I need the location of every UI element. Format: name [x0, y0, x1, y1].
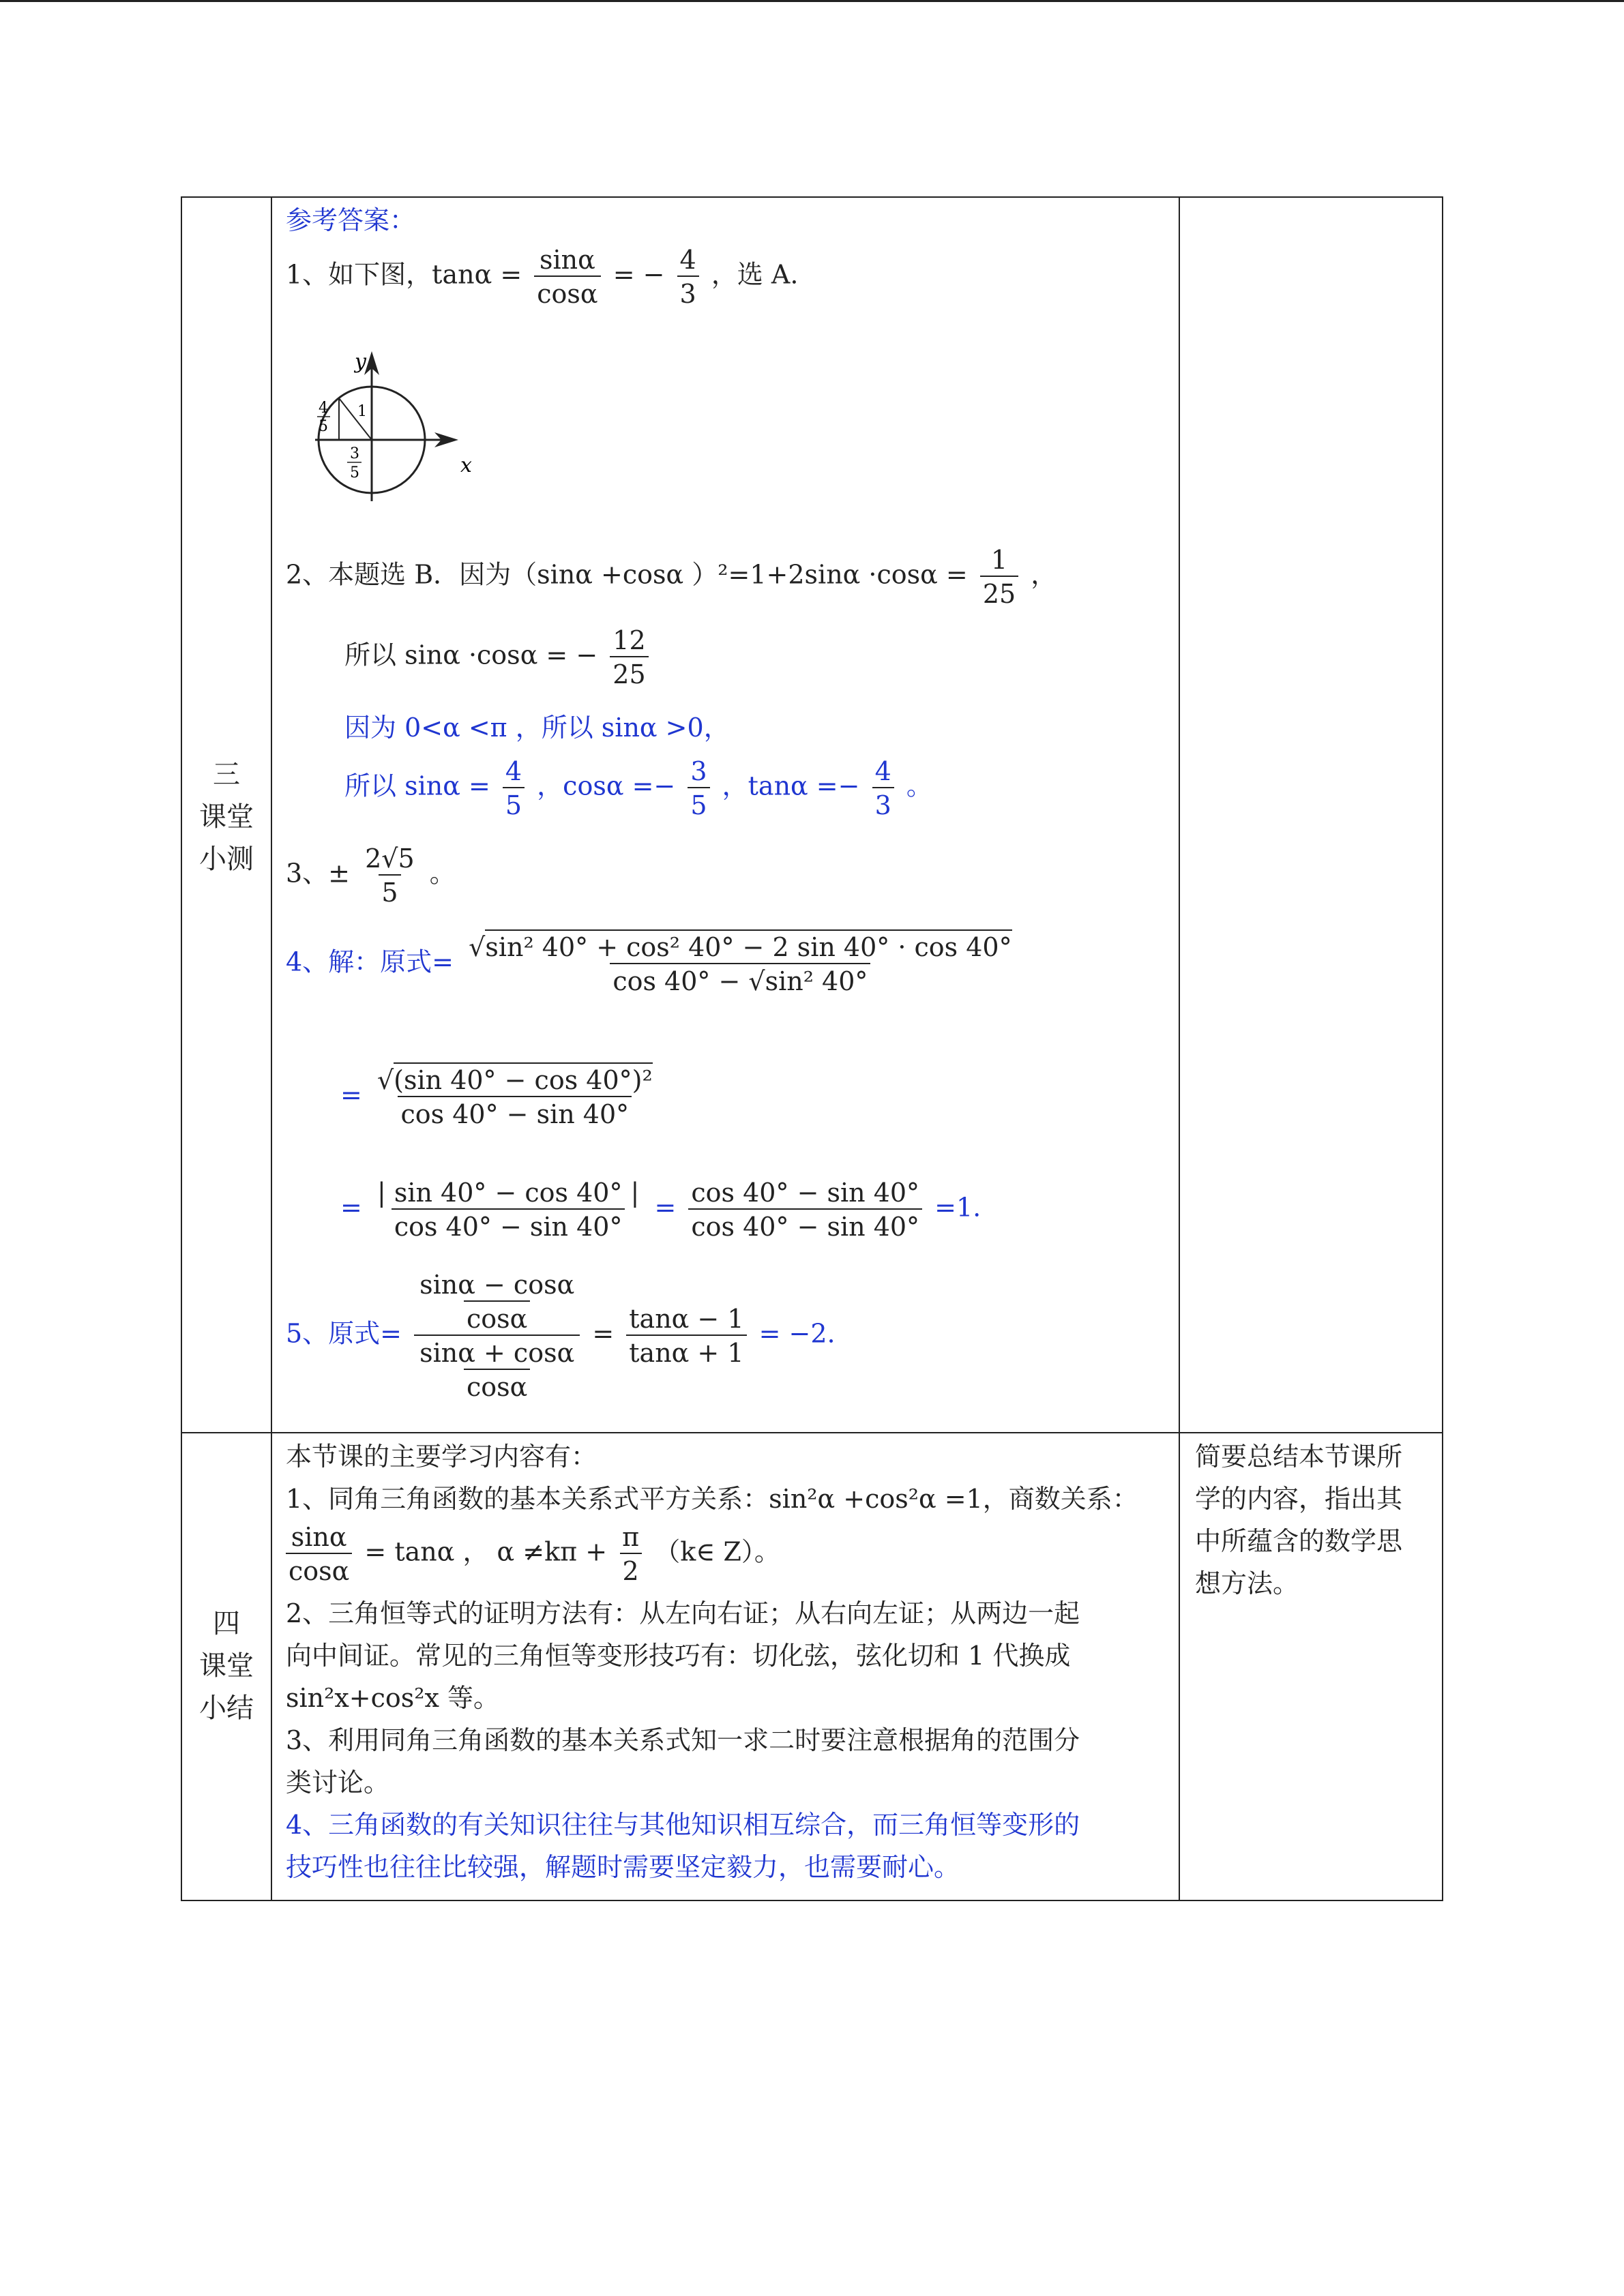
answer-1-fraction: $\frac{\sin\alpha}{\cos\alpha}$ — [534, 247, 600, 307]
answer-3: 3、± $\frac{2√5}{5}$ 。 — [286, 844, 456, 908]
column-divider-left — [271, 198, 272, 1900]
page-top-border — [0, 0, 1624, 2]
answer-4-line-3: = $\frac{| \sin 40^\circ - \cos 40^\circ |}{\cos 40^\circ - \sin 40^\circ}$ = $\frac{\cos 40^\circ - \sin 40^\circ}{\cos 40^\circ - \sin 40^\circ}$ =1. — [340, 1178, 981, 1242]
answer-1-value: $\frac{4}{3}$ — [677, 247, 699, 307]
svg-text:4: 4 — [319, 400, 328, 417]
section-4-label: 四 课堂 小结 — [199, 1608, 254, 1724]
y-axis-label: y — [355, 350, 366, 374]
answers-heading: 参考答案： — [286, 205, 416, 235]
svg-text:3: 3 — [350, 445, 359, 462]
svg-text:5: 5 — [350, 464, 359, 481]
answer-2-line-4: 所以 sinα = $\frac{4}{5}$ ，cosα =− $\frac{3}{5}$ ，tanα =− $\frac{4}{3}$ 。 — [344, 756, 932, 820]
section-3-label: 三 课堂 小测 — [199, 759, 254, 875]
answer-1: 1、如下图，tanα = $\frac{\sin\alpha}{\cos\alpha}$ = − $\frac{4}{3}$ ，选 A. — [286, 245, 799, 309]
answer-4-line-2: = $\frac{\text{√(sin 40° − cos 40°)²}}{\cos 40^\circ - \sin 40^\circ}$ — [340, 1067, 660, 1127]
summary-point-2: 2、三角恒等式的证明方法有：从左向右证；从右向左证；从两边一起 — [286, 1598, 1080, 1628]
summary-point-1: 1、同角三角函数的基本关系式平方关系：sin²α +cos²α =1，商数关系： — [286, 1484, 1138, 1514]
summary-note: 简要总结本节课所 学的内容，指出其 中所蕴含的数学思 想方法。 — [1195, 1442, 1403, 1598]
summary-point-3: 3、利用同角三角函数的基本关系式知一求二时要注意根据角的范围分 — [286, 1725, 1080, 1755]
lesson-table — [181, 196, 1443, 1901]
answer-2-line-2: 所以 sinα ·cosα = − $\frac{12}{25}$ — [344, 627, 653, 687]
svg-text:1: 1 — [357, 403, 367, 420]
answer-2-line-3: 因为 0<α <π ，所以 sinα >0， — [344, 713, 730, 743]
row-divider — [182, 1432, 1442, 1433]
summary-content: 本节课的主要学习内容有： 1、同角三角函数的基本关系式平方关系：sin²α +cos²α =1，商数关系： $\frac{\sin\alpha}{\cos\alpha}$ = tanα ， α ≠kπ + $\frac{\pi}{2}$ （k∈ Z）。 2、三角恒等式的证明方法有：从左向右证；从右向左证；从两边一起 向中间证。常见的三角恒等变形技巧有：切化弦，弦化切和 1 代换成 sin²x+cos²x 等。 3、利用同角三角函数的基本关系式知一求二时要注意根据角的范围分 类讨论。 4、三角函数的有关知识往往与其他知识相互综合，而三角恒等变形的 技巧性也往往比较强，解题时需要坚定毅力，也需要耐心。 — [286, 1435, 1172, 1888]
column-divider-right — [1179, 198, 1180, 1900]
summary-point-1-formula: $\frac{\sin\alpha}{\cos\alpha}$ = tanα ， α ≠kπ + $\frac{\pi}{2}$ （k∈ Z）。 — [286, 1520, 1172, 1592]
answer-2-line-1: 2、本题选 B．因为（sinα +cosα ）²=1+2sinα ·cosα = $\frac{1}{25}$ ， — [286, 545, 1057, 609]
svg-text:5: 5 — [319, 418, 328, 435]
summary-point-4: 4、三角函数的有关知识往往与其他知识相互综合，而三角恒等变形的 — [286, 1810, 1080, 1840]
summary-intro: 本节课的主要学习内容有： — [286, 1442, 597, 1472]
answer-4-line-1: 4、解：原式= $\frac{\text{√sin² 40° + cos² 40° − 2 sin 40° · cos 40°}}{\text{cos 40° − √sin² 40°}}$ — [286, 934, 1019, 994]
unit-circle-diagram — [301, 348, 479, 511]
answer-1-prefix: 1、如下图，tanα = — [286, 259, 522, 290]
answer-5: 5、原式= $\frac{\frac{\sin\alpha - \cos\alpha}{\cos\alpha}}{\frac{\sin\alpha + \cos\alpha}{\cos\alpha}}$ = $\frac{\tan\alpha - 1}{\tan\alpha + 1}$ = −2. — [286, 1270, 836, 1402]
x-axis-label: x — [460, 453, 472, 477]
